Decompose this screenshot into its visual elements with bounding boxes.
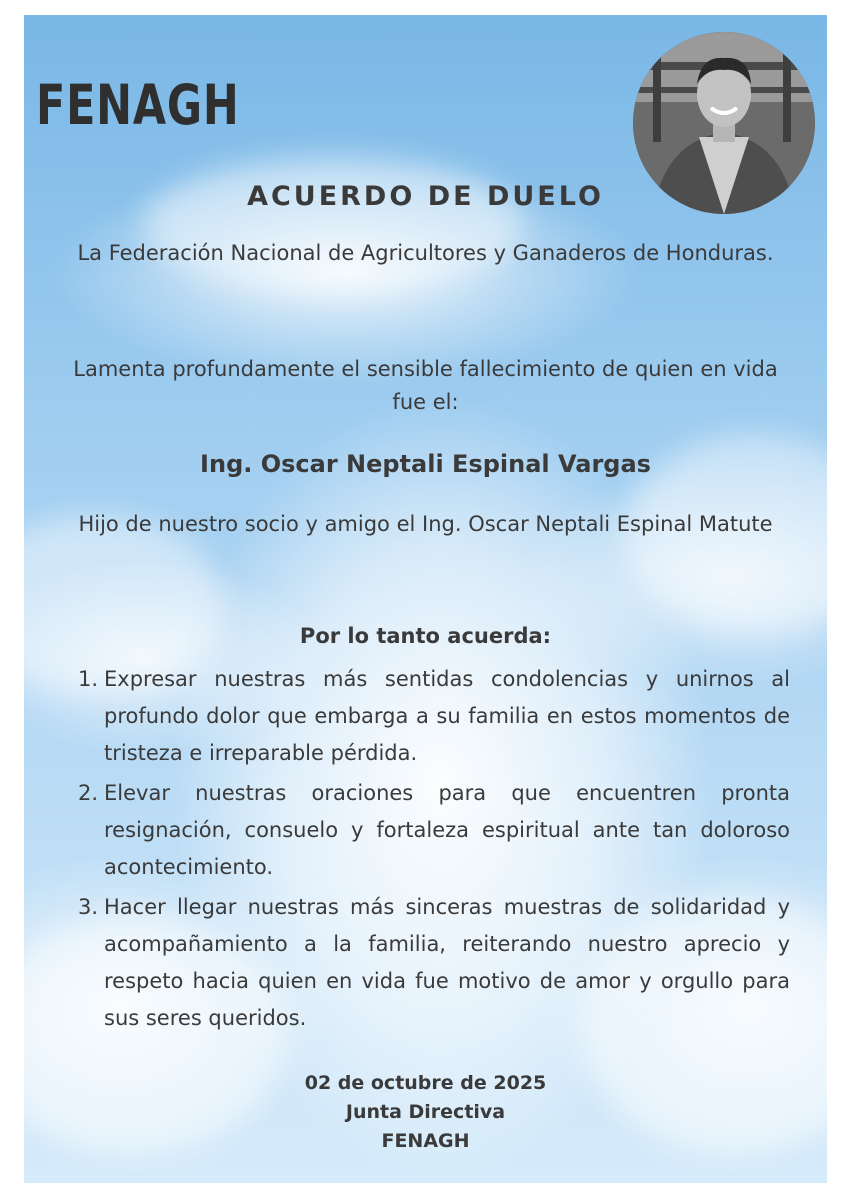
list-item-number: 3. (78, 895, 99, 919)
fenagh-logo: FENAGH (36, 73, 240, 137)
resolutions-list (78, 661, 790, 1040)
list-item (78, 889, 790, 1037)
signature-date: 02 de octubre de 2025 (304, 1072, 547, 1094)
list-item-text: Expresar nuestras más sentidas condolencias y unirnos al profundo dolor que embarga a su familia en estos momentos de tristeza e irreparable pérdida. (104, 667, 790, 765)
list-item-text: Hacer llegar nuestras más sinceras muestras de solidaridad y acompañamiento a la familia, reiterando nuestro aprecio y respeto hacia quien en vida fue motivo de amor y orgullo para sus seres queridos. (104, 895, 790, 1030)
relation-paragraph: Hijo de nuestro socio y amigo el Ing. Oscar Neptali Espinal Matute (78, 512, 773, 536)
signature-board: Junta Directiva (345, 1101, 506, 1123)
condolence-card (24, 15, 827, 1183)
signature-org: FENAGH (381, 1130, 470, 1152)
page-title: ACUERDO DE DUELO (247, 181, 604, 212)
cloud (144, 155, 524, 295)
intro-paragraph: La Federación Nacional de Agricultores y Ganaderos de Honduras. (77, 241, 774, 265)
deceased-name: Ing. Oscar Neptali Espinal Vargas (200, 450, 651, 478)
list-item (78, 775, 790, 886)
list-item (78, 661, 790, 772)
list-item-text: Elevar nuestras oraciones para que encuentren pronta resignación, consuelo y fortaleza espiritual ante tan doloroso acontecimiento. (104, 781, 790, 879)
lament-paragraph: Lamenta profundamente el sensible fallecimiento de quien en vida fue el: (73, 357, 778, 414)
resolution-heading: Por lo tanto acuerda: (299, 624, 552, 648)
list-item-number: 1. (78, 667, 99, 691)
list-item-number: 2. (78, 781, 99, 805)
